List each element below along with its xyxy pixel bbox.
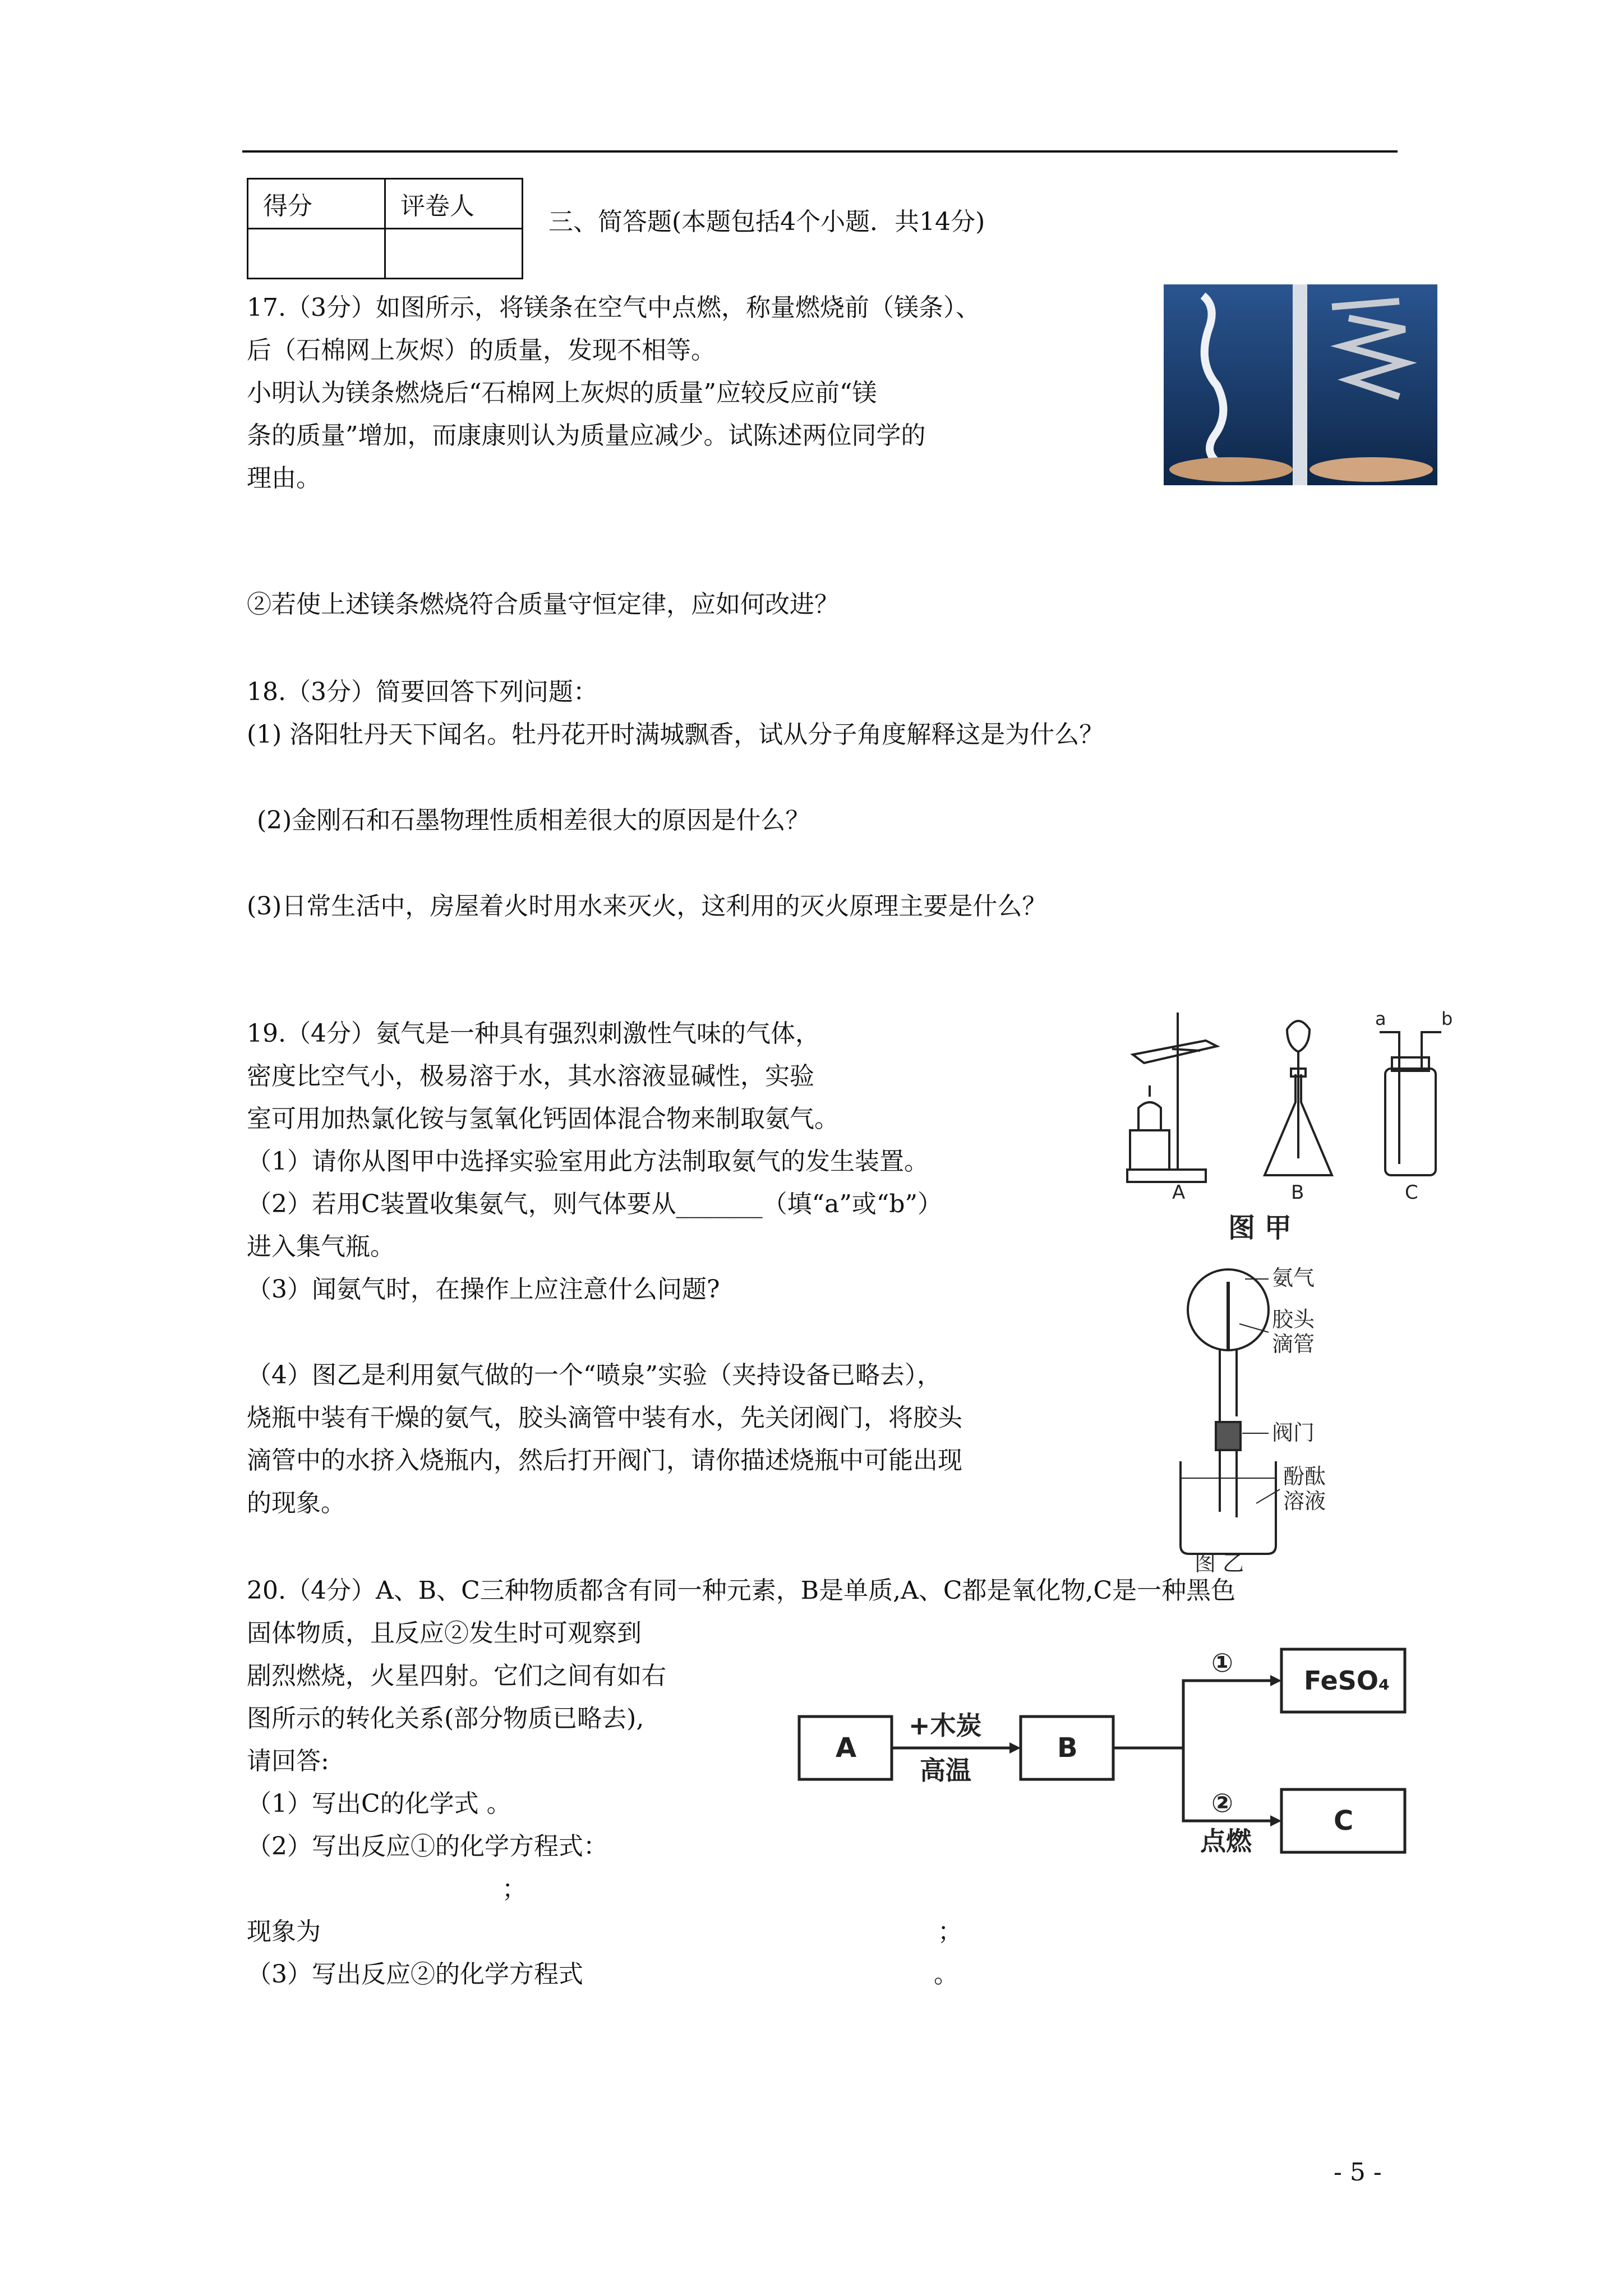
q19-line-4: （1）请你从图甲中选择实验室用此方法制取氨气的发生装置。 — [247, 1147, 929, 1176]
q19-line-2: 密度比空气小，极易溶于水，其水溶液显碱性，实验 — [247, 1062, 814, 1091]
figure-yi — [1172, 1248, 1396, 1573]
figure-yi-caption: 图 乙 — [1195, 1551, 1244, 1573]
box-a-label: A — [836, 1732, 857, 1764]
q20-period: 。 — [934, 1960, 958, 1989]
port-a-label: a — [1375, 1008, 1386, 1029]
q19-p4-line-2: 烧瓶中装有干燥的氨气，胶头滴管中装有水，先关闭阀门，将胶头 — [247, 1404, 962, 1432]
figure-jia — [1116, 1007, 1475, 1243]
q18-part-3: (3)日常生活中，房屋着火时用水来灭火，这利用的灭火原理主要是什么？ — [247, 892, 1047, 921]
q19-line-6: 进入集气瓶。 — [247, 1232, 395, 1261]
ammonia-label: 氨气 — [1272, 1266, 1315, 1290]
q19-line-5: （2）若用C装置收集氨气，则气体要从_______（填“a”或“b”） — [247, 1190, 943, 1218]
q19-line-3: 室可用加热氯化铵与氢氧化钙固体混合物来制取氨气。 — [247, 1105, 839, 1133]
phenolphthalein-label-1: 酚酞 — [1283, 1464, 1326, 1489]
q20-line-4: 图所示的转化关系(部分物质已略去), — [247, 1704, 644, 1733]
label-a: A — [1172, 1181, 1186, 1204]
q20-part-3: （3）写出反应②的化学方程式 — [247, 1960, 583, 1989]
page-number: - 5 - — [1334, 2158, 1382, 2187]
phenolphthalein-label-2: 溶液 — [1283, 1489, 1326, 1513]
section-title: 三、简答题(本题包括4个小题．共14分) — [548, 208, 985, 236]
q17-line-2: 后（石棉网上灰烬）的质量，发现不相等。 — [247, 336, 716, 365]
step-1-label: ① — [1211, 1648, 1233, 1678]
q20-phenomenon: 现象为 — [247, 1917, 321, 1946]
apparatus-b — [1265, 1021, 1332, 1175]
port-b-label: b — [1441, 1008, 1453, 1029]
valve — [1216, 1422, 1241, 1450]
q19-line-1: 19.（4分）氨气是一种具有强烈刺激性气味的气体， — [247, 1019, 820, 1048]
q18-part-2: (2)金刚石和石墨物理性质相差很大的原因是什么？ — [257, 806, 810, 835]
beaker — [1181, 1461, 1276, 1554]
label-b: B — [1291, 1181, 1304, 1204]
header-rule — [242, 150, 1398, 153]
q20-semicolon-1: ； — [502, 1875, 527, 1903]
condition-label: 高温 — [920, 1755, 971, 1786]
valve-label: 阀门 — [1272, 1420, 1315, 1445]
box-b-label: B — [1057, 1732, 1078, 1764]
arrow-b-to-feso4 — [1113, 1681, 1276, 1748]
conversion-diagram — [796, 1638, 1419, 1874]
q20-line-5: 请回答: — [247, 1747, 329, 1775]
q17-line-1: 17.（3分）如图所示，将镁条在空气中点燃，称量燃烧前（镁条）、 — [247, 293, 980, 322]
figure-jia-caption: 图 甲 — [1228, 1212, 1292, 1243]
dropper-label-2: 滴管 — [1272, 1332, 1315, 1356]
q17-line-3: 小明认为镁条燃烧后“石棉网上灰烬的质量”应较反应前“镁 — [247, 379, 877, 407]
grader-header: 评卷人 — [385, 179, 523, 229]
q19-p4-line-3: 滴管中的水挤入烧瓶内，然后打开阀门，请你描述烧瓶中可能出现 — [247, 1446, 962, 1475]
q17-line-4: 条的质量”增加，而康康则认为质量应减少。试陈述两位同学的 — [247, 421, 926, 450]
box-c-label: C — [1334, 1805, 1354, 1837]
q20-semicolon-2: ； — [938, 1917, 962, 1946]
box-feso4-label: FeSO₄ — [1304, 1665, 1390, 1696]
apparatus-a — [1127, 1013, 1217, 1182]
q20-part-2: （2）写出反应①的化学方程式： — [247, 1832, 608, 1861]
q17-line-5: 理由。 — [247, 464, 321, 493]
q18-title: 18.（3分）简要回答下列问题： — [247, 678, 598, 706]
q19-line-7: （3）闻氨气时，在操作上应注意什么问题? — [247, 1275, 720, 1304]
reagent-label: +木炭 — [909, 1710, 982, 1741]
q20-line-1: 20.（4分）A、B、C三种物质都含有同一种元素，B是单质,A、C都是氧化物,C是一种黑色 — [247, 1576, 1236, 1605]
dropper-label-1: 胶头 — [1272, 1307, 1315, 1332]
q19-p4-line-4: 的现象。 — [247, 1489, 345, 1517]
q19-p4-line-1: （4）图乙是利用氨气做的一个“喷泉”实验（夹持设备已略去）， — [247, 1361, 942, 1389]
step-2-label: ② — [1211, 1788, 1233, 1818]
score-header: 得分 — [248, 179, 385, 229]
q20-line-2: 固体物质，且反应②发生时可观察到 — [247, 1619, 642, 1648]
q20-part-1: （1）写出C的化学式 。 — [247, 1789, 511, 1818]
grader-cell — [385, 229, 523, 279]
score-cell — [248, 229, 385, 279]
q20-line-3: 剧烈燃烧，火星四射。它们之间有如右 — [247, 1662, 666, 1690]
q17-sub2: ②若使上述镁条燃烧符合质量守恒定律，应如何改进？ — [247, 590, 839, 619]
ignite-label: 点燃 — [1200, 1826, 1252, 1856]
q18-part-1: (1) 洛阳牡丹天下闻名。牡丹花开时满城飘香，试从分子角度解释这是为什么？ — [247, 720, 1104, 749]
score-table — [247, 178, 523, 279]
label-c: C — [1405, 1181, 1418, 1204]
apparatus-c — [1380, 1032, 1441, 1175]
magnesium-burning-photo — [1164, 284, 1437, 485]
